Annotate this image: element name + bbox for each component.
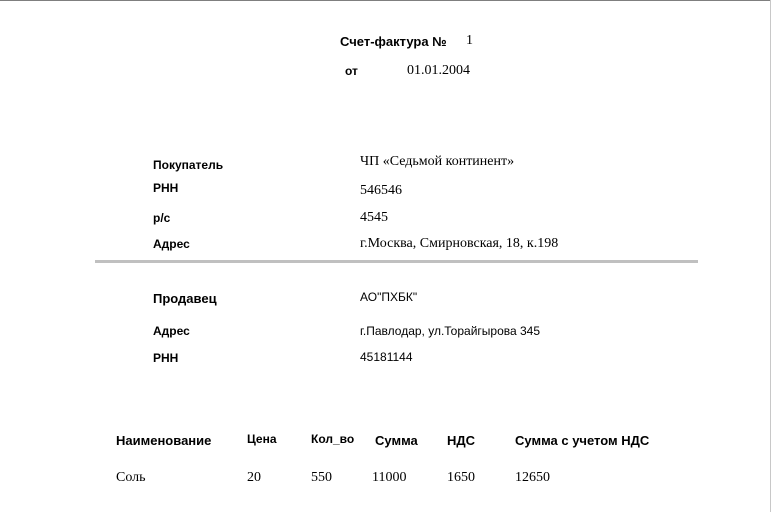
seller-name: АО"ПХБК" bbox=[360, 290, 418, 304]
buyer-rnn: 546546 bbox=[360, 183, 402, 198]
date-label: от bbox=[345, 64, 358, 78]
seller-label: Продавец bbox=[153, 291, 217, 306]
cell-qty: 550 bbox=[311, 470, 332, 485]
seller-rnn: 45181144 bbox=[360, 350, 413, 364]
invoice-number: 1 bbox=[466, 33, 473, 48]
invoice-title: Счет-фактура № bbox=[340, 34, 447, 49]
buyer-address: г.Москва, Смирновская, 18, к.198 bbox=[360, 236, 559, 251]
buyer-account-label: р/с bbox=[153, 211, 171, 225]
top-border bbox=[0, 0, 771, 1]
buyer-name: ЧП «Седьмой континент» bbox=[360, 154, 515, 169]
seller-address: г.Павлодар, ул.Торайгырова 345 bbox=[360, 324, 541, 338]
invoice-date: 01.01.2004 bbox=[407, 63, 470, 78]
buyer-label: Покупатель bbox=[153, 158, 224, 172]
seller-rnn-label: РНН bbox=[153, 351, 179, 365]
cell-price: 20 bbox=[247, 470, 261, 485]
cell-sum-with-vat: 12650 bbox=[515, 470, 550, 485]
seller-address-label: Адрес bbox=[153, 324, 190, 338]
col-header-name: Наименование bbox=[116, 433, 212, 448]
cell-name: Соль bbox=[116, 470, 146, 485]
buyer-account: 4545 bbox=[360, 210, 388, 225]
col-header-sum: Сумма bbox=[375, 433, 418, 448]
col-header-sum-with-vat: Сумма с учетом НДС bbox=[515, 433, 650, 448]
cell-vat: 1650 bbox=[447, 470, 475, 485]
cell-sum: 11000 bbox=[372, 470, 407, 485]
col-header-vat: НДС bbox=[447, 433, 476, 448]
col-header-price: Цена bbox=[247, 432, 277, 446]
buyer-rnn-label: РНН bbox=[153, 181, 179, 195]
section-divider bbox=[95, 260, 698, 263]
col-header-qty: Кол_во bbox=[311, 432, 355, 446]
buyer-address-label: Адрес bbox=[153, 237, 190, 251]
